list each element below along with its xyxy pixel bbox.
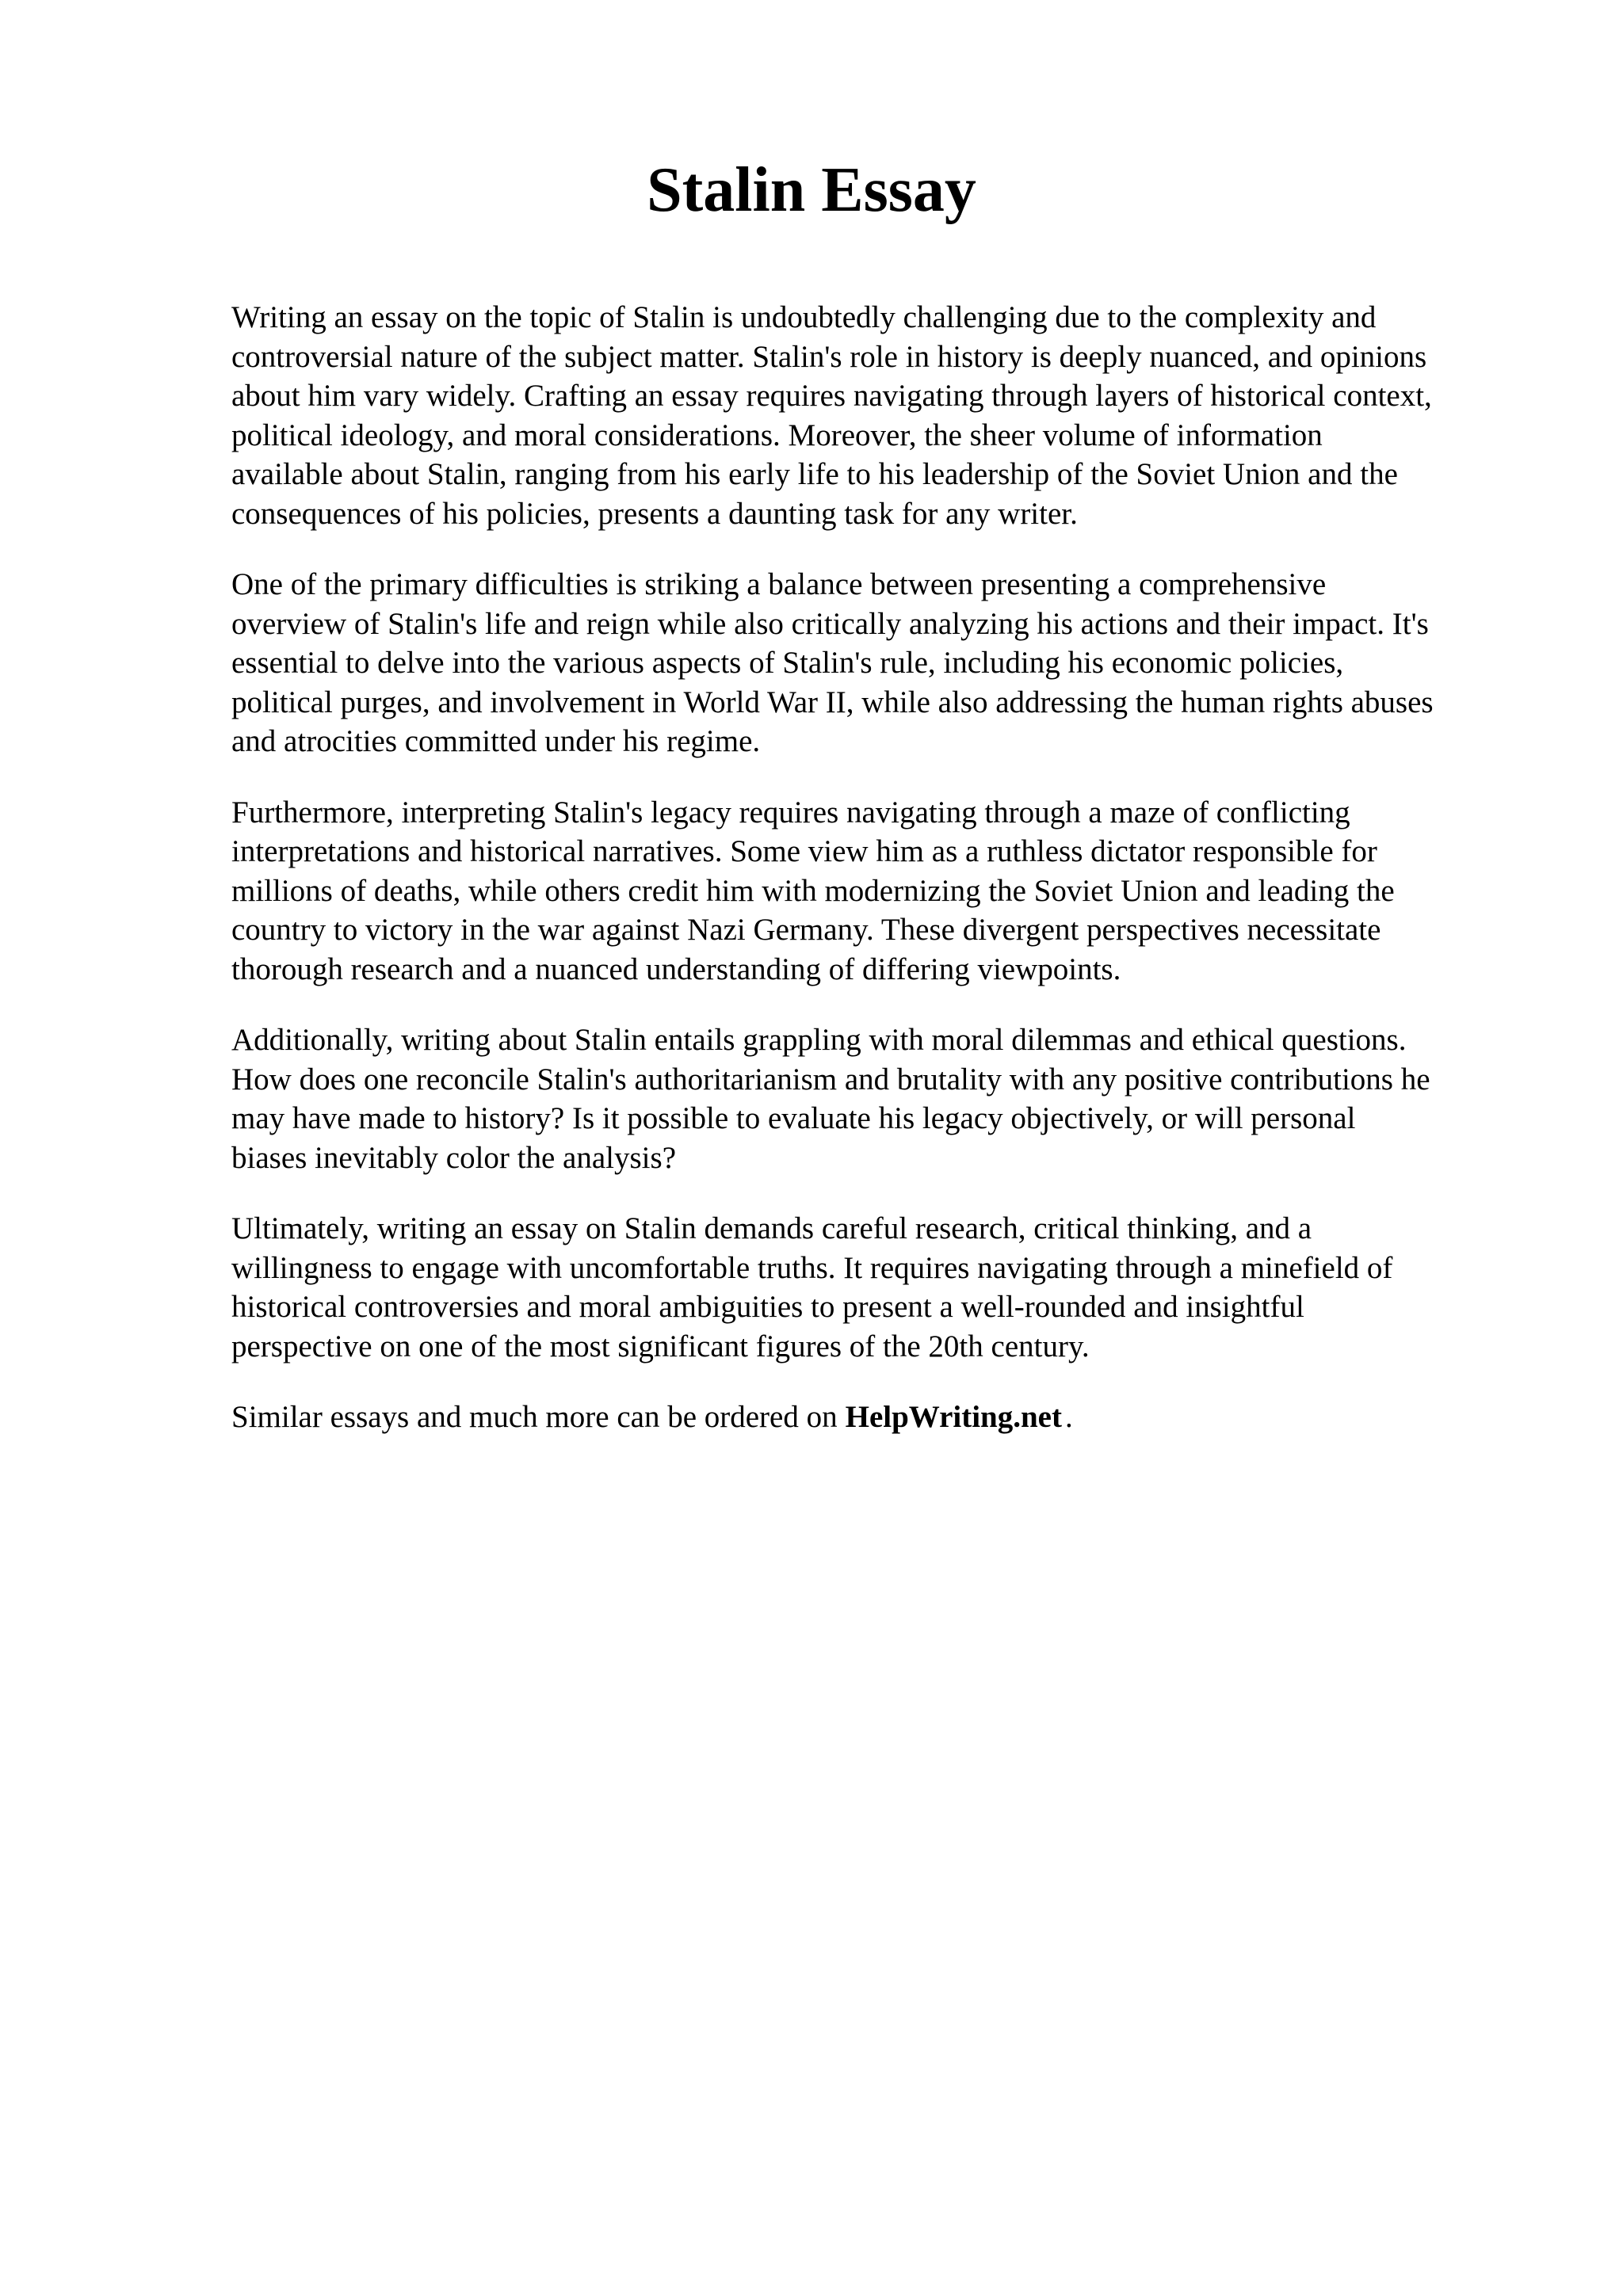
- paragraph-line: consequences of his policies, presents a daunting task for any writer.: [231, 496, 1078, 531]
- footer-text: Similar essays and much more can be ordered on: [231, 1400, 838, 1434]
- essay-paragraph: [231, 1209, 1563, 1366]
- paragraph-line: essential to delve into the various aspects of Stalin's rule, including his economic policies,: [231, 646, 1344, 680]
- helpwriting-link[interactable]: HelpWriting.net: [845, 1400, 1062, 1434]
- page-title: Stalin Essay: [647, 155, 976, 225]
- paragraph-line: available about Stalin, ranging from his early life to his leadership of the Soviet Union and the: [231, 457, 1398, 491]
- paragraph-line: perspective on one of the most significant figures of the 20th century.: [231, 1329, 1090, 1363]
- paragraph-line: and atrocities committed under his regime.: [231, 724, 761, 758]
- paragraph-line: thorough research and a nuanced understanding of differing viewpoints.: [231, 952, 1121, 986]
- footer-suffix: .: [1064, 1400, 1073, 1434]
- paragraph-line: millions of deaths, while others credit him with modernizing the Soviet Union and leading the: [231, 873, 1395, 908]
- paragraph-line: may have made to history? Is it possible to evaluate his legacy objectively, or will personal: [231, 1101, 1356, 1135]
- essay-paragraph: [231, 298, 1563, 533]
- paragraph-line: Writing an essay on the topic of Stalin is undoubtedly challenging due to the complexity and: [231, 300, 1377, 334]
- essay-paragraph: [231, 793, 1563, 990]
- order-footer: [231, 1398, 1563, 1437]
- paragraph-line: interpretations and historical narratives. Some view him as a ruthless dictator responsible for: [231, 834, 1377, 868]
- paragraph-line: about him vary widely. Crafting an essay requires navigating through layers of historical context,: [231, 379, 1432, 413]
- paragraph-line: country to victory in the war against Nazi Germany. These divergent perspectives necessitate: [231, 913, 1381, 947]
- paragraph-line: biases inevitably color the analysis?: [231, 1140, 677, 1175]
- paragraph-line: One of the primary difficulties is striking a balance between presenting a comprehensive: [231, 567, 1327, 601]
- paragraph-line: Additionally, writing about Stalin entails grappling with moral dilemmas and ethical questions.: [231, 1023, 1407, 1057]
- paragraph-line: Ultimately, writing an essay on Stalin demands careful research, critical thinking, and a: [231, 1211, 1312, 1245]
- essay-paragraphs: [231, 298, 1563, 1366]
- essay-body: [231, 298, 1563, 1437]
- paragraph-line: political ideology, and moral considerations. Moreover, the sheer volume of information: [231, 418, 1323, 452]
- paragraph-line: willingness to engage with uncomfortable truths. It requires navigating through a minefield of: [231, 1250, 1393, 1285]
- essay-paragraph: [231, 565, 1563, 761]
- paragraph-line: political purges, and involvement in World War II, while also addressing the human rights abuses: [231, 685, 1434, 719]
- paragraph-line: How does one reconcile Stalin's authoritarianism and brutality with any positive contributions he: [231, 1062, 1430, 1097]
- essay-paragraph: [231, 1020, 1563, 1177]
- paragraph-line: overview of Stalin's life and reign while also critically analyzing his actions and their impact. It's: [231, 606, 1429, 641]
- paragraph-line: historical controversies and moral ambiguities to present a well-rounded and insightful: [231, 1290, 1304, 1324]
- paragraph-line: Furthermore, interpreting Stalin's legacy requires navigating through a maze of conflicting: [231, 795, 1350, 830]
- paragraph-line: controversial nature of the subject matter. Stalin's role in history is deeply nuanced, and opinions: [231, 339, 1427, 374]
